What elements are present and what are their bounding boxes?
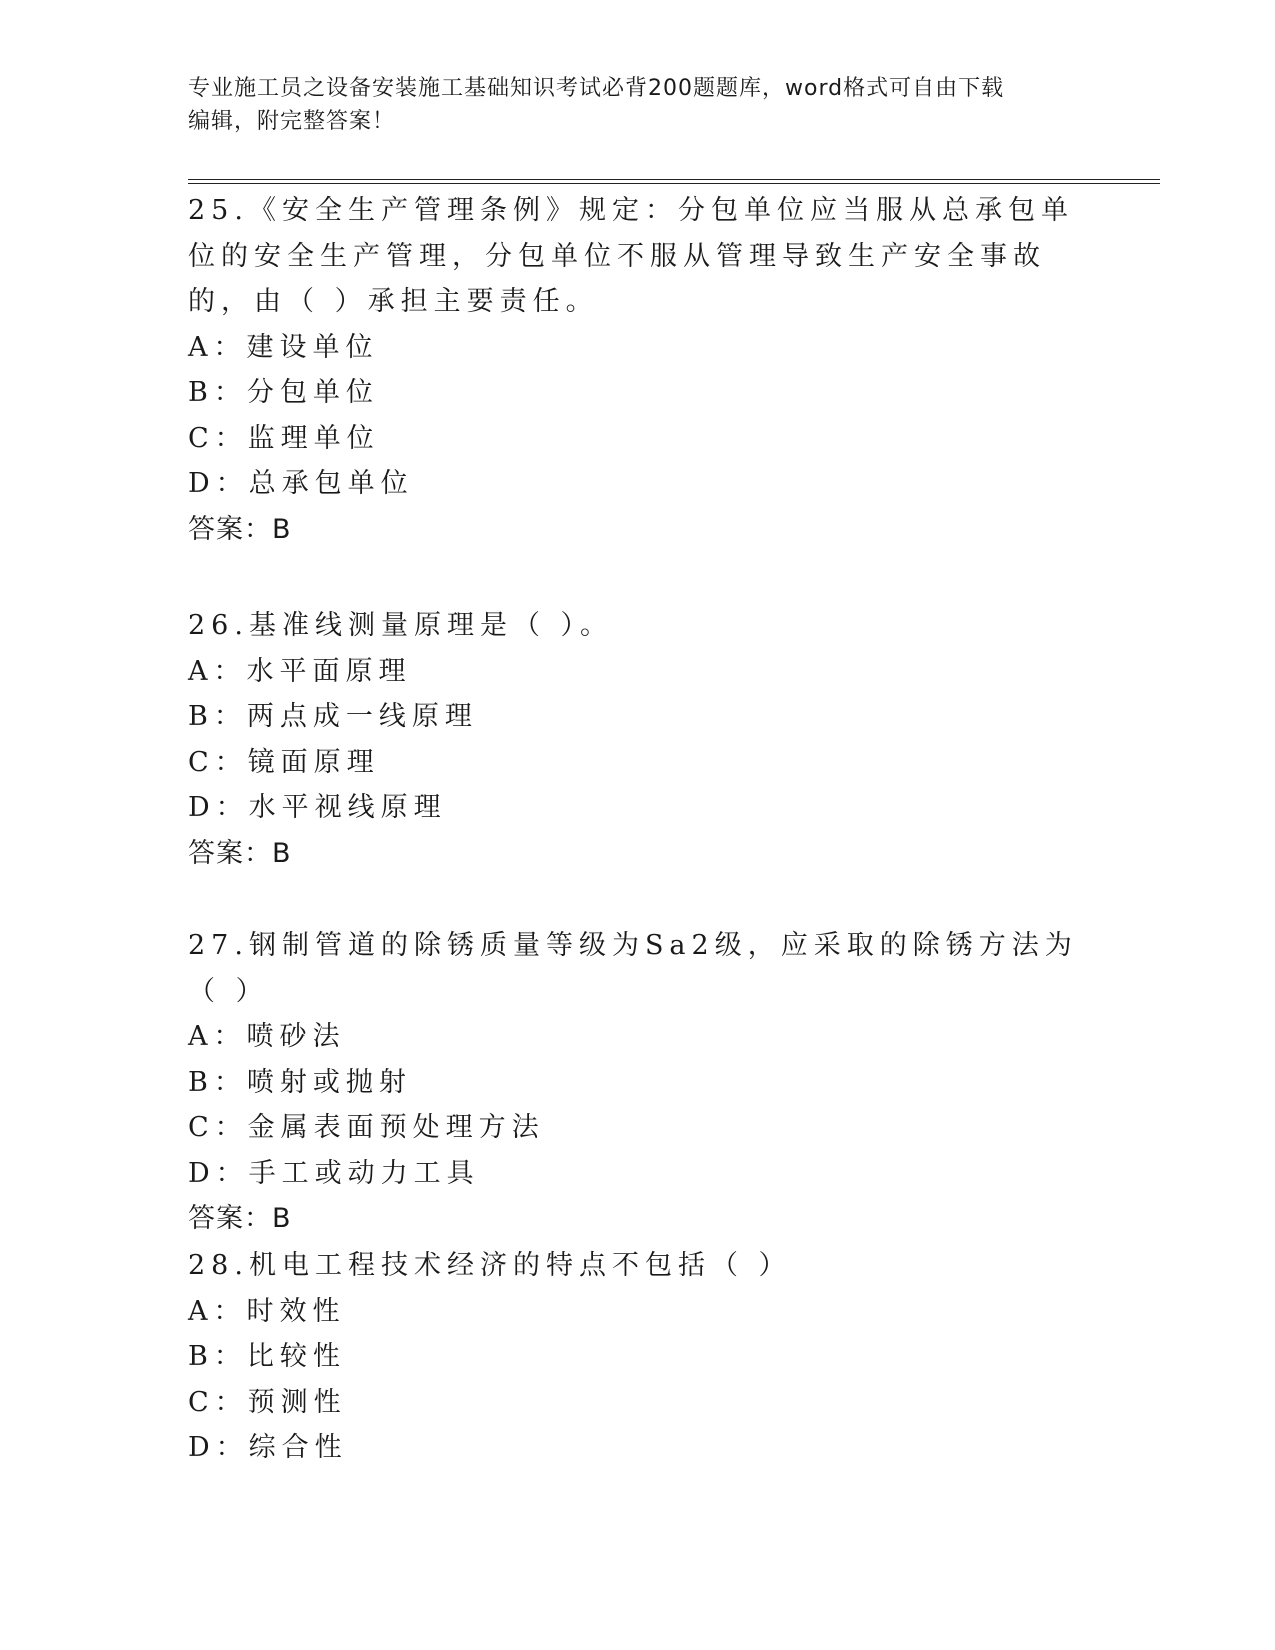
answer: 答案：B	[188, 837, 292, 869]
option-a: A：喷砂法	[188, 1021, 346, 1052]
question-27	[188, 923, 1088, 1242]
option-b: B：比较性	[188, 1341, 346, 1372]
document-header	[188, 72, 1068, 138]
answer: 答案：B	[188, 513, 292, 545]
option-d: D：水平视线原理	[188, 792, 447, 823]
option-c: C：镜面原理	[188, 746, 380, 778]
option-a: A：时效性	[188, 1295, 346, 1327]
question-28	[188, 1243, 1088, 1471]
option-c: C：金属表面预处理方法	[188, 1112, 545, 1143]
option-b: B：两点成一线原理	[188, 701, 478, 732]
option-a: A：水平面原理	[188, 655, 412, 687]
option-c: C：预测性	[188, 1386, 347, 1418]
option-d: D：手工或动力工具	[188, 1157, 480, 1189]
answer: 答案：B	[188, 1203, 292, 1234]
question-stem: 28.机电工程技术经济的特点不包括（ ）	[188, 1250, 792, 1281]
header-divider-bottom	[188, 183, 1160, 184]
question-stem: 27.钢制管道的除锈质量等级为Sa2级，应采取的除锈方法为（ ）	[188, 930, 1078, 1007]
question-25	[188, 188, 1088, 552]
question-stem: 25.《安全生产管理条例》规定：分包单位应当服从总承包单位的安全生产管理，分包单位不服从管理导致生产安全事故的，由（ ）承担主要责任。	[188, 195, 1074, 317]
question-26	[188, 603, 1088, 876]
option-d: D：总承包单位	[188, 468, 414, 499]
option-a: A：建设单位	[188, 331, 379, 363]
question-stem: 26.基准线测量原理是（ ）。	[188, 610, 614, 641]
option-c: C：监理单位	[188, 422, 380, 454]
option-d: D：综合性	[188, 1432, 348, 1463]
header-line-1: 专业施工员之设备安装施工基础知识考试必背200题题库，word格式可自由下载	[188, 76, 1005, 101]
header-divider-top	[188, 179, 1160, 180]
header-line-2: 编辑，附完整答案！	[188, 109, 396, 134]
option-b: B：分包单位	[188, 377, 379, 408]
option-b: B：喷射或抛射	[188, 1066, 412, 1098]
